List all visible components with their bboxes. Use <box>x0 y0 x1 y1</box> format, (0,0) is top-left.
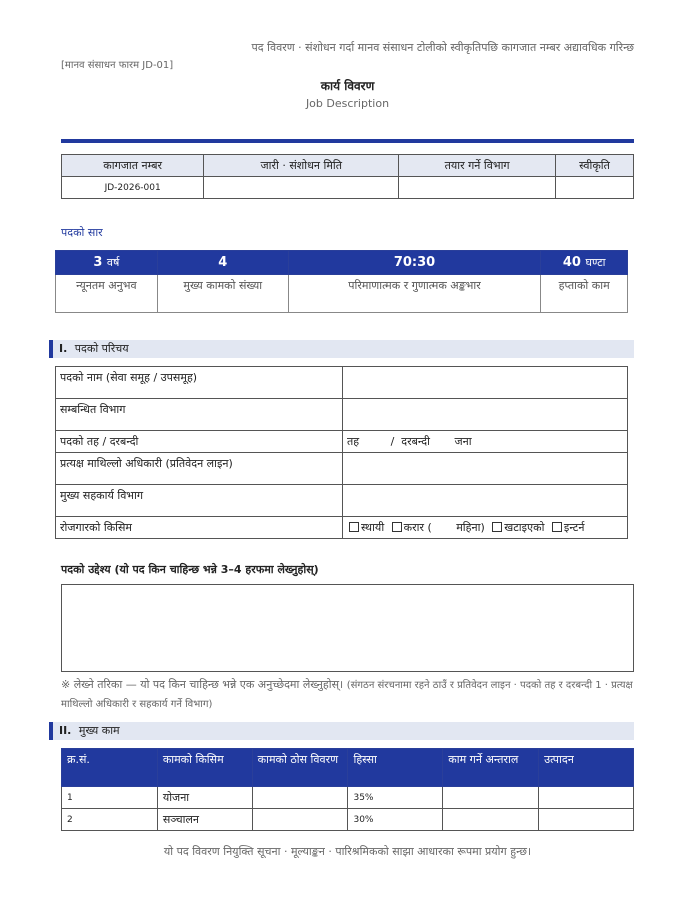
column-header: क्र.सं. <box>62 749 158 787</box>
column-header: उत्पादन <box>539 749 634 787</box>
column-header: काम गर्ने अन्तराल <box>443 749 539 787</box>
section-title: मुख्य काम <box>78 724 120 737</box>
field-label: पदको तह / दरबन्दी <box>56 431 343 453</box>
column-header: कामको किसिम <box>157 749 252 787</box>
field-label: सम्बन्धित विभाग <box>56 399 343 431</box>
grade-field[interactable]: तह / दरबन्दी जना <box>343 431 628 453</box>
meta-header: कागजात नम्बर <box>62 155 204 177</box>
meta-header: जारी · संशोधन मिति <box>204 155 399 177</box>
form-code: [मानव संसाधन फारम JD-01] <box>61 60 174 71</box>
summary-table <box>55 250 628 313</box>
contract-checkbox[interactable] <box>392 522 402 532</box>
purpose-note <box>61 676 634 714</box>
employment-type-options <box>343 517 628 539</box>
revision-notice: पद विवरण · संशोधन गर्दा मानव संसाधन टोलीको स्वीकृतिपछि कागजात नम्बर अद्यावधिक गरिन्छ <box>251 41 634 54</box>
supervisor-field[interactable] <box>343 453 628 485</box>
header-rule <box>61 139 634 143</box>
footer-note: यो पद विवरण नियुक्ति सूचना · मूल्याङ्कन · पारिश्रमिकको साझा आधारका रूपमा प्रयोग हुन्छ। <box>163 845 532 858</box>
summary-label: न्यूनतम अनुभव <box>56 275 158 313</box>
duty-type: योजना <box>157 787 252 809</box>
meta-header: तयार गर्ने विभाग <box>399 155 556 177</box>
field-label: मुख्य सहकार्य विभाग <box>56 485 343 517</box>
field-label: पदको नाम (सेवा समूह / उपसमूह) <box>56 367 343 399</box>
column-header: हिस्सा <box>348 749 443 787</box>
table-row <box>62 809 634 831</box>
duty-output[interactable] <box>539 787 634 809</box>
duty-type: सञ्चालन <box>157 809 252 831</box>
column-header: कामको ठोस विवरण <box>252 749 348 787</box>
summary-value: 3 वर्ष <box>56 251 158 275</box>
summary-label: परिमाणात्मक र गुणात्मक अङ्कभार <box>288 275 541 313</box>
document-number-cell[interactable]: JD-2026-001 <box>62 177 204 199</box>
purpose-label: पदको उद्देश्य (यो पद किन चाहिन्छ भन्ने 3–4 हरफमा लेख्नुहोस्) <box>61 563 319 576</box>
duty-output[interactable] <box>539 809 634 831</box>
department-field[interactable] <box>343 399 628 431</box>
permanent-checkbox[interactable] <box>349 522 359 532</box>
option-label: करार ( महिना) <box>403 521 485 534</box>
prepared-by-cell[interactable] <box>399 177 556 199</box>
summary-value: 4 <box>157 251 288 275</box>
duty-interval[interactable] <box>443 787 539 809</box>
position-name-field[interactable] <box>343 367 628 399</box>
summary-value: 40 घण्टा <box>541 251 628 275</box>
section-1-heading <box>49 340 634 358</box>
row-number: 1 <box>62 787 158 809</box>
approval-cell[interactable] <box>556 177 634 199</box>
note-sub: (संगठन संरचनामा रहने ठाउँ र प्रतिवेदन लाइन · पदको तह र दरबन्दी 1 · प्रत्यक्ष माथिल्लो अधिकारी र सहकार्य गर्ने विभाग) <box>61 680 633 710</box>
row-number: 2 <box>62 809 158 831</box>
page-title: कार्य विवरण <box>320 79 375 93</box>
page-subtitle: Job Description <box>305 97 390 110</box>
option-label: इन्टर्न <box>563 521 585 534</box>
section-number: II. <box>59 724 72 737</box>
option-label: खटाइएको <box>504 521 545 534</box>
summary-label: हप्ताको काम <box>541 275 628 313</box>
duty-detail[interactable] <box>252 809 348 831</box>
section-title: पदको परिचय <box>74 342 129 355</box>
summary-value: 70:30 <box>288 251 541 275</box>
issue-date-cell[interactable] <box>204 177 399 199</box>
position-intro-table <box>55 366 628 539</box>
section-number: I. <box>59 342 68 355</box>
summary-heading: पदको सार <box>61 226 103 239</box>
intern-checkbox[interactable] <box>552 522 562 532</box>
purpose-textarea[interactable] <box>61 584 634 672</box>
collab-department-field[interactable] <box>343 485 628 517</box>
option-label: स्थायी <box>361 521 385 534</box>
meta-header: स्वीकृति <box>556 155 634 177</box>
table-row <box>62 787 634 809</box>
field-label: प्रत्यक्ष माथिल्लो अधिकारी (प्रतिवेदन लाइन) <box>56 453 343 485</box>
duty-share: 30% <box>348 809 443 831</box>
deputed-checkbox[interactable] <box>492 522 502 532</box>
note-main: ※ लेख्ने तरिका — यो पद किन चाहिन्छ भन्ने एक अनुच्छेदमा लेख्नुहोस्। <box>61 678 344 691</box>
section-2-heading <box>49 722 634 740</box>
duty-share: 35% <box>348 787 443 809</box>
duty-interval[interactable] <box>443 809 539 831</box>
document-meta-table <box>61 154 634 199</box>
duty-detail[interactable] <box>252 787 348 809</box>
main-duties-table <box>61 748 634 831</box>
summary-label: मुख्य कामको संख्या <box>157 275 288 313</box>
field-label: रोजगारको किसिम <box>56 517 343 539</box>
